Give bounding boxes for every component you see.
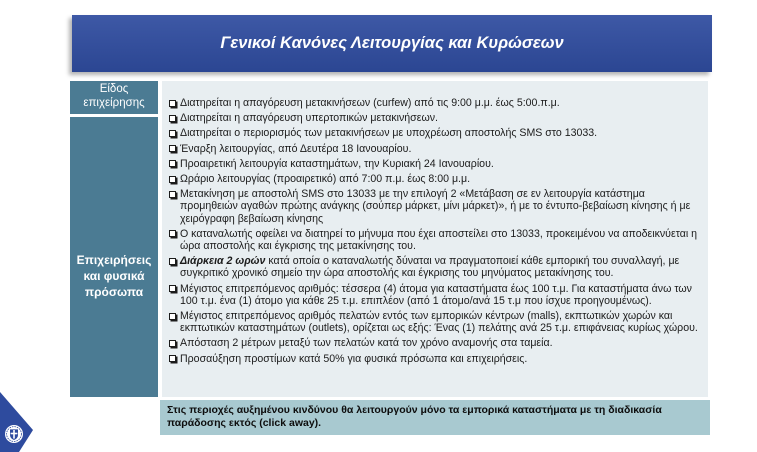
click-away-note-cell xyxy=(160,400,710,435)
rule-text: Προαιρετική λειτουργία καταστημάτων, την Κυριακή 24 Ιανουαρίου. xyxy=(180,157,494,170)
rule-item xyxy=(168,228,704,252)
square-bullet-icon xyxy=(169,355,176,362)
rule-item xyxy=(168,310,704,334)
square-bullet-icon xyxy=(169,313,176,320)
square-bullet-icon xyxy=(169,340,176,347)
business-type-header-cell xyxy=(70,81,158,114)
square-bullet-icon xyxy=(169,258,176,265)
rule-item xyxy=(168,143,704,155)
square-bullet-icon xyxy=(169,230,176,237)
square-bullet-icon xyxy=(169,130,176,137)
rule-item xyxy=(168,337,704,349)
corner-triangle xyxy=(0,392,33,452)
rule-text: Διατηρείται ο περιορισμός των μετακινήσεων με υποχρέωση αποστολής SMS στο 13033. xyxy=(180,127,598,140)
business-category-cell xyxy=(70,117,158,397)
rules-list xyxy=(168,97,704,365)
square-bullet-icon xyxy=(169,145,176,152)
rule-text: Προσαύξηση προστίμων κατά 50% για φυσικά πρόσωπα και επιχειρήσεις. xyxy=(180,352,528,365)
rule-text: Μετακίνηση με αποστολή SMS στο 13033 με την επιλογή 2 «Μετάβαση σε εν λειτουργία κατάστημα προμηθειών αγαθών πρώτης ανάγκης (σούπερ μάρκετ, μίνι μάρκετ)», ή με το έντυπο-βεβαίωση κίνησης ή με χειρόγραφη βεβαίωση κίνησης xyxy=(180,188,691,225)
rule-item xyxy=(168,158,704,170)
square-bullet-icon xyxy=(169,100,176,107)
rule-text: Μέγιστος επιτρεπόμενος αριθμός πελατών εντός των εμπορικών κέντρων (malls), εκπτωτικών χωρών και εκπτωτικών καταστημάτων (outlets), ορίζεται ως εξής: Ένας (1) πελάτης ανά 25 τ.μ. επιφάνειας κυρίως χώρου. xyxy=(180,310,698,335)
greek-emblem-icon xyxy=(5,425,23,443)
square-bullet-icon xyxy=(169,285,176,292)
rule-text: Ο καταναλωτής οφείλει να διατηρεί το μήνυμα που έχει αποστείλει στο 13033, προκειμένου να αποδεικνύεται η ώρα αποστολής και έγκρισης της μετακίνησης του. xyxy=(180,227,698,253)
square-bullet-icon xyxy=(169,191,176,198)
rule-item xyxy=(168,255,704,279)
rule-text: Διατηρείται η απαγόρευση υπερτοπικών μετακινήσεων. xyxy=(180,112,438,125)
rule-item xyxy=(168,127,704,139)
rules-cell xyxy=(162,81,708,397)
square-bullet-icon xyxy=(169,176,176,183)
rule-item xyxy=(168,188,704,225)
title-banner xyxy=(72,15,712,72)
rule-text: κατά οποία ο καταναλωτής δύναται να πραγματοποιεί κάθε εμπορική του συναλλαγή, με συγκριτικό χρονικό σημείο την ώρα αποστολής και έγκρισης του μηνύματος μετακίνησης του. xyxy=(180,255,680,280)
rule-item xyxy=(168,97,704,109)
business-type-header: Είδος επιχείρησης xyxy=(83,83,145,109)
rule-emphasis: Διάρκεια 2 ωρών xyxy=(180,255,266,268)
rule-text: Διατηρείται η απαγόρευση μετακινήσεων (curfew) από τις 9:00 μ.μ. έως 5:00.π.μ. xyxy=(180,97,560,109)
rule-item xyxy=(168,283,704,307)
click-away-note: Στις περιοχές αυξημένου κινδύνου θα λειτουργούν μόνο τα εμπορικά καταστήματα με τη διαδικασία παράδοσης εκτός (click away). xyxy=(167,404,662,429)
rule-item xyxy=(168,173,704,185)
rule-item xyxy=(168,353,704,365)
square-bullet-icon xyxy=(169,160,176,167)
rule-text: Έναρξη λειτουργίας, από Δευτέρα 18 Ιανουαρίου. xyxy=(180,142,412,155)
slide-title: Γενικοί Κανόνες Λειτουργίας και Κυρώσεων xyxy=(220,34,564,52)
rule-text: Απόσταση 2 μέτρων μεταξύ των πελατών κατά τον χρόνο αναμονής στα ταμεία. xyxy=(180,337,553,350)
corner-decoration xyxy=(0,392,34,452)
square-bullet-icon xyxy=(169,115,176,122)
business-category-label: Επιχειρήσεις και φυσικά πρόσωπα xyxy=(76,253,152,299)
rule-text: Ωράριο λειτουργίας (προαιρετικό) από 7:00 π.μ. έως 8:00 μ.μ. xyxy=(180,173,471,186)
rule-text: Μέγιστος επιτρεπόμενος αριθμός: τέσσερα (4) άτομα για καταστήματα έως 100 τ.μ. Για καταστήματα άνω των 100 τ.μ. ένα (1) άτομο για κάθε 25 τ.μ. επιπλέον (από 1 άτομο/ανά 15 τ.μ που ίσχυε προηγουμένως). xyxy=(180,282,692,307)
rule-item xyxy=(168,112,704,124)
